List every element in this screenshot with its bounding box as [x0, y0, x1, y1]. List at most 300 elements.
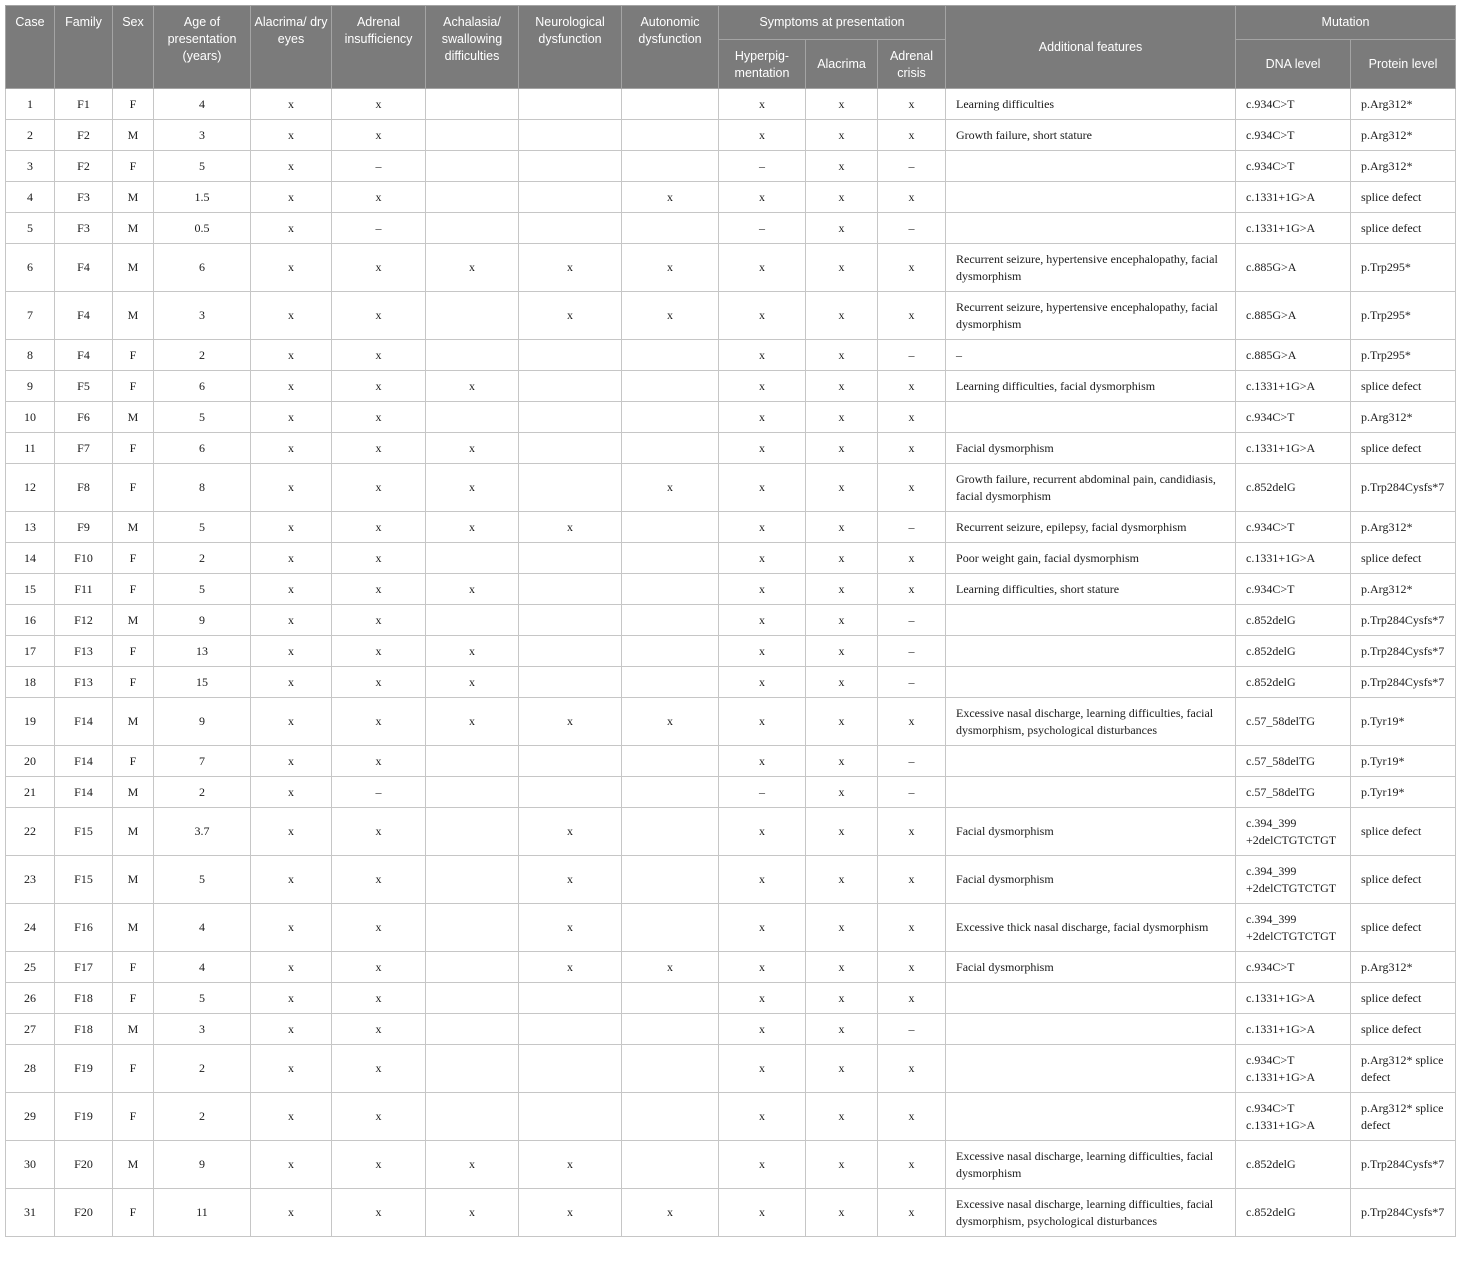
table-row — [6, 402, 1456, 433]
cell-hyperpigmentation: x — [719, 904, 806, 952]
cell-family: F13 — [55, 667, 113, 698]
cell-case: 30 — [6, 1141, 55, 1189]
cell-adrenal-crisis: x — [878, 1189, 946, 1237]
table-row — [6, 1189, 1456, 1237]
cell-achalasia — [426, 808, 519, 856]
cell-sex: F — [113, 746, 154, 777]
cell-hyperpigmentation: x — [719, 667, 806, 698]
cell-additional-features — [946, 983, 1236, 1014]
cell-additional-features: – — [946, 340, 1236, 371]
cell-adrenal-crisis: x — [878, 1045, 946, 1093]
cell-achalasia — [426, 1045, 519, 1093]
cell-achalasia — [426, 340, 519, 371]
cell-protein-level: p.Arg312* — [1351, 120, 1456, 151]
cell-family: F2 — [55, 151, 113, 182]
cell-neurological-dysfunction: x — [519, 856, 622, 904]
cell-autonomic-dysfunction: x — [622, 698, 719, 746]
cell-protein-level: p.Tyr19* — [1351, 698, 1456, 746]
table-row — [6, 433, 1456, 464]
cell-dna-level: c.57_58delTG — [1236, 698, 1351, 746]
cell-alacrima: x — [806, 292, 878, 340]
header-hyperpigmentation: Hyperpig-mentation — [719, 40, 806, 89]
cell-age: 5 — [154, 856, 251, 904]
cell-adrenal-crisis: – — [878, 605, 946, 636]
header-achalasia: Achalasia/ swallowing difficulties — [426, 6, 519, 89]
cell-additional-features — [946, 1014, 1236, 1045]
cell-case: 18 — [6, 667, 55, 698]
cell-additional-features: Learning difficulties, facial dysmorphism — [946, 371, 1236, 402]
cell-sex: M — [113, 605, 154, 636]
cell-sex: M — [113, 292, 154, 340]
cell-alacrima-dry-eyes: x — [251, 244, 332, 292]
cell-neurological-dysfunction — [519, 1045, 622, 1093]
cell-neurological-dysfunction — [519, 1014, 622, 1045]
cell-age: 6 — [154, 371, 251, 402]
cell-protein-level: p.Trp284Cysfs*7 — [1351, 464, 1456, 512]
cell-age: 13 — [154, 636, 251, 667]
cell-adrenal-crisis: x — [878, 433, 946, 464]
cell-achalasia — [426, 213, 519, 244]
table-row — [6, 808, 1456, 856]
cell-age: 5 — [154, 512, 251, 543]
cell-neurological-dysfunction: x — [519, 512, 622, 543]
cell-dna-level: c.394_399 +2delCTGTCTGT — [1236, 856, 1351, 904]
table-row — [6, 512, 1456, 543]
cell-adrenal-crisis: x — [878, 904, 946, 952]
cell-adrenal-crisis: x — [878, 182, 946, 213]
cell-neurological-dysfunction — [519, 983, 622, 1014]
header-case: Case — [6, 6, 55, 89]
cell-neurological-dysfunction: x — [519, 952, 622, 983]
cell-adrenal-insufficiency: x — [332, 667, 426, 698]
cell-sex: F — [113, 636, 154, 667]
cell-alacrima-dry-eyes: x — [251, 464, 332, 512]
cell-additional-features — [946, 636, 1236, 667]
cell-alacrima-dry-eyes: x — [251, 952, 332, 983]
cell-hyperpigmentation: x — [719, 1045, 806, 1093]
cell-neurological-dysfunction — [519, 213, 622, 244]
cell-hyperpigmentation: x — [719, 574, 806, 605]
cell-family: F15 — [55, 808, 113, 856]
header-neurological-dysfunction: Neurological dysfunction — [519, 6, 622, 89]
cell-hyperpigmentation: x — [719, 808, 806, 856]
cell-hyperpigmentation: x — [719, 543, 806, 574]
cell-alacrima-dry-eyes: x — [251, 1189, 332, 1237]
cell-achalasia — [426, 292, 519, 340]
cell-adrenal-insufficiency: x — [332, 983, 426, 1014]
cell-age: 4 — [154, 952, 251, 983]
cell-neurological-dysfunction: x — [519, 808, 622, 856]
cell-dna-level: c.852delG — [1236, 667, 1351, 698]
cell-additional-features: Growth failure, short stature — [946, 120, 1236, 151]
table-row — [6, 574, 1456, 605]
cell-achalasia: x — [426, 1141, 519, 1189]
cell-adrenal-insufficiency: x — [332, 605, 426, 636]
cell-adrenal-crisis: – — [878, 636, 946, 667]
cell-dna-level: c.885G>A — [1236, 340, 1351, 371]
cell-case: 11 — [6, 433, 55, 464]
cell-case: 22 — [6, 808, 55, 856]
table-body — [6, 89, 1456, 1237]
cell-dna-level: c.1331+1G>A — [1236, 543, 1351, 574]
cell-family: F14 — [55, 777, 113, 808]
table-row — [6, 636, 1456, 667]
cell-alacrima: x — [806, 433, 878, 464]
cell-alacrima-dry-eyes: x — [251, 1014, 332, 1045]
cell-dna-level: c.1331+1G>A — [1236, 371, 1351, 402]
header-dna-level: DNA level — [1236, 40, 1351, 89]
cell-additional-features: Excessive nasal discharge, learning difficulties, facial dysmorphism, psychological disturbances — [946, 1189, 1236, 1237]
cell-neurological-dysfunction — [519, 543, 622, 574]
cell-additional-features — [946, 667, 1236, 698]
cell-alacrima-dry-eyes: x — [251, 746, 332, 777]
cell-case: 13 — [6, 512, 55, 543]
cell-additional-features: Facial dysmorphism — [946, 856, 1236, 904]
cell-alacrima-dry-eyes: x — [251, 605, 332, 636]
cell-alacrima-dry-eyes: x — [251, 340, 332, 371]
cell-family: F4 — [55, 244, 113, 292]
cell-sex: F — [113, 983, 154, 1014]
table-row — [6, 543, 1456, 574]
cell-autonomic-dysfunction: x — [622, 464, 719, 512]
cell-sex: F — [113, 151, 154, 182]
cell-alacrima: x — [806, 1045, 878, 1093]
cell-autonomic-dysfunction — [622, 605, 719, 636]
cell-dna-level: c.1331+1G>A — [1236, 182, 1351, 213]
cell-dna-level: c.1331+1G>A — [1236, 213, 1351, 244]
cell-family: F12 — [55, 605, 113, 636]
cell-hyperpigmentation: x — [719, 464, 806, 512]
cell-neurological-dysfunction — [519, 777, 622, 808]
cell-adrenal-insufficiency: x — [332, 1014, 426, 1045]
cell-neurological-dysfunction — [519, 605, 622, 636]
cell-alacrima: x — [806, 698, 878, 746]
cell-protein-level: p.Arg312* splice defect — [1351, 1045, 1456, 1093]
cell-neurological-dysfunction: x — [519, 292, 622, 340]
cell-adrenal-insufficiency: x — [332, 512, 426, 543]
cell-additional-features — [946, 1093, 1236, 1141]
cell-alacrima-dry-eyes: x — [251, 213, 332, 244]
cell-additional-features — [946, 777, 1236, 808]
cell-family: F3 — [55, 182, 113, 213]
cell-adrenal-crisis: x — [878, 1093, 946, 1141]
table-row — [6, 746, 1456, 777]
cell-alacrima-dry-eyes: x — [251, 698, 332, 746]
table-row — [6, 464, 1456, 512]
cell-alacrima: x — [806, 340, 878, 371]
cell-family: F6 — [55, 402, 113, 433]
table-row — [6, 1045, 1456, 1093]
cell-protein-level: p.Arg312* — [1351, 151, 1456, 182]
cell-adrenal-crisis: – — [878, 746, 946, 777]
cell-case: 15 — [6, 574, 55, 605]
cell-age: 1.5 — [154, 182, 251, 213]
cell-age: 0.5 — [154, 213, 251, 244]
cell-achalasia: x — [426, 1189, 519, 1237]
cell-alacrima: x — [806, 667, 878, 698]
cell-dna-level: c.394_399 +2delCTGTCTGT — [1236, 808, 1351, 856]
cell-hyperpigmentation: x — [719, 512, 806, 543]
cell-hyperpigmentation: x — [719, 605, 806, 636]
cell-alacrima: x — [806, 464, 878, 512]
cell-alacrima-dry-eyes: x — [251, 182, 332, 213]
cell-neurological-dysfunction — [519, 402, 622, 433]
header-additional-features: Additional features — [946, 6, 1236, 89]
cell-adrenal-insufficiency: x — [332, 856, 426, 904]
cell-adrenal-insufficiency: x — [332, 371, 426, 402]
cell-achalasia: x — [426, 574, 519, 605]
cell-sex: M — [113, 1141, 154, 1189]
cell-sex: M — [113, 182, 154, 213]
cell-autonomic-dysfunction — [622, 1093, 719, 1141]
cell-case: 25 — [6, 952, 55, 983]
cell-alacrima: x — [806, 89, 878, 120]
cell-autonomic-dysfunction — [622, 433, 719, 464]
cell-adrenal-insufficiency: x — [332, 340, 426, 371]
table-row — [6, 371, 1456, 402]
cell-achalasia — [426, 89, 519, 120]
cell-alacrima-dry-eyes: x — [251, 904, 332, 952]
cell-adrenal-insufficiency: x — [332, 904, 426, 952]
cell-adrenal-crisis: – — [878, 1014, 946, 1045]
cell-additional-features: Recurrent seizure, hypertensive encephalopathy, facial dysmorphism — [946, 244, 1236, 292]
cell-age: 7 — [154, 746, 251, 777]
cell-dna-level: c.934C>T — [1236, 402, 1351, 433]
cell-autonomic-dysfunction — [622, 213, 719, 244]
cell-additional-features: Recurrent seizure, hypertensive encephalopathy, facial dysmorphism — [946, 292, 1236, 340]
cell-case: 17 — [6, 636, 55, 667]
cell-hyperpigmentation: x — [719, 636, 806, 667]
cell-case: 5 — [6, 213, 55, 244]
header-family: Family — [55, 6, 113, 89]
cell-achalasia — [426, 983, 519, 1014]
cell-family: F20 — [55, 1189, 113, 1237]
cell-protein-level: p.Tyr19* — [1351, 746, 1456, 777]
cell-alacrima: x — [806, 952, 878, 983]
cell-alacrima: x — [806, 120, 878, 151]
cell-protein-level: p.Trp284Cysfs*7 — [1351, 1141, 1456, 1189]
cell-alacrima-dry-eyes: x — [251, 1141, 332, 1189]
cell-sex: F — [113, 574, 154, 605]
cell-family: F10 — [55, 543, 113, 574]
cell-adrenal-crisis: x — [878, 1141, 946, 1189]
cell-family: F5 — [55, 371, 113, 402]
cell-alacrima: x — [806, 151, 878, 182]
cell-dna-level: c.1331+1G>A — [1236, 1014, 1351, 1045]
cell-dna-level: c.1331+1G>A — [1236, 433, 1351, 464]
cell-hyperpigmentation: x — [719, 244, 806, 292]
cell-hyperpigmentation: x — [719, 340, 806, 371]
cell-autonomic-dysfunction: x — [622, 952, 719, 983]
cell-alacrima: x — [806, 808, 878, 856]
cell-age: 4 — [154, 89, 251, 120]
cell-family: F4 — [55, 292, 113, 340]
cell-protein-level: p.Trp295* — [1351, 292, 1456, 340]
cell-family: F20 — [55, 1141, 113, 1189]
cell-case: 19 — [6, 698, 55, 746]
cell-hyperpigmentation: x — [719, 856, 806, 904]
cell-neurological-dysfunction: x — [519, 1141, 622, 1189]
cell-family: F15 — [55, 856, 113, 904]
cell-adrenal-insufficiency: x — [332, 636, 426, 667]
cell-alacrima: x — [806, 1141, 878, 1189]
cell-protein-level: p.Tyr19* — [1351, 777, 1456, 808]
cell-age: 3 — [154, 1014, 251, 1045]
table-row — [6, 1093, 1456, 1141]
cell-neurological-dysfunction — [519, 636, 622, 667]
cell-autonomic-dysfunction — [622, 512, 719, 543]
cell-achalasia — [426, 151, 519, 182]
cell-adrenal-crisis: x — [878, 698, 946, 746]
cell-age: 11 — [154, 1189, 251, 1237]
table-row — [6, 120, 1456, 151]
cell-adrenal-insufficiency: x — [332, 808, 426, 856]
cell-alacrima: x — [806, 856, 878, 904]
cell-adrenal-crisis: x — [878, 244, 946, 292]
cell-achalasia — [426, 402, 519, 433]
cell-autonomic-dysfunction — [622, 904, 719, 952]
cell-family: F18 — [55, 1014, 113, 1045]
cell-case: 23 — [6, 856, 55, 904]
table-row — [6, 856, 1456, 904]
cell-adrenal-crisis: x — [878, 292, 946, 340]
cell-neurological-dysfunction: x — [519, 904, 622, 952]
cell-alacrima: x — [806, 1093, 878, 1141]
cell-sex: F — [113, 667, 154, 698]
cell-adrenal-crisis: – — [878, 667, 946, 698]
cell-additional-features: Facial dysmorphism — [946, 433, 1236, 464]
cell-alacrima-dry-eyes: x — [251, 1093, 332, 1141]
cell-dna-level: c.934C>T — [1236, 120, 1351, 151]
cell-additional-features: Poor weight gain, facial dysmorphism — [946, 543, 1236, 574]
cell-protein-level: p.Trp295* — [1351, 244, 1456, 292]
cell-age: 5 — [154, 402, 251, 433]
cell-autonomic-dysfunction — [622, 808, 719, 856]
cell-achalasia: x — [426, 433, 519, 464]
cell-sex: M — [113, 244, 154, 292]
cell-adrenal-insufficiency: x — [332, 182, 426, 213]
cell-protein-level: p.Trp284Cysfs*7 — [1351, 636, 1456, 667]
cell-neurological-dysfunction: x — [519, 1189, 622, 1237]
cell-case: 4 — [6, 182, 55, 213]
cell-age: 2 — [154, 543, 251, 574]
clinical-features-table — [5, 5, 1456, 1237]
cell-adrenal-insufficiency: x — [332, 120, 426, 151]
cell-case: 14 — [6, 543, 55, 574]
cell-additional-features — [946, 151, 1236, 182]
cell-age: 8 — [154, 464, 251, 512]
cell-age: 5 — [154, 574, 251, 605]
cell-adrenal-crisis: x — [878, 574, 946, 605]
cell-alacrima-dry-eyes: x — [251, 151, 332, 182]
cell-case: 9 — [6, 371, 55, 402]
cell-adrenal-crisis: x — [878, 402, 946, 433]
table-row — [6, 244, 1456, 292]
cell-case: 24 — [6, 904, 55, 952]
cell-neurological-dysfunction — [519, 120, 622, 151]
cell-autonomic-dysfunction — [622, 777, 719, 808]
cell-family: F8 — [55, 464, 113, 512]
cell-hyperpigmentation: x — [719, 402, 806, 433]
cell-protein-level: p.Arg312* — [1351, 512, 1456, 543]
cell-family: F19 — [55, 1045, 113, 1093]
cell-neurological-dysfunction — [519, 433, 622, 464]
cell-case: 27 — [6, 1014, 55, 1045]
cell-sex: M — [113, 698, 154, 746]
cell-hyperpigmentation: x — [719, 182, 806, 213]
cell-neurological-dysfunction — [519, 182, 622, 213]
table-row — [6, 89, 1456, 120]
header-alacrima-dry-eyes: Alacrima/ dry eyes — [251, 6, 332, 89]
cell-adrenal-insufficiency: x — [332, 574, 426, 605]
cell-family: F18 — [55, 983, 113, 1014]
cell-age: 5 — [154, 151, 251, 182]
cell-dna-level: c.934C>T — [1236, 574, 1351, 605]
header-row-1 — [6, 6, 1456, 40]
cell-hyperpigmentation: x — [719, 1141, 806, 1189]
cell-autonomic-dysfunction: x — [622, 244, 719, 292]
cell-protein-level: splice defect — [1351, 371, 1456, 402]
table-row — [6, 983, 1456, 1014]
cell-protein-level: splice defect — [1351, 904, 1456, 952]
cell-family: F14 — [55, 746, 113, 777]
cell-hyperpigmentation: x — [719, 433, 806, 464]
cell-protein-level: splice defect — [1351, 856, 1456, 904]
cell-autonomic-dysfunction — [622, 574, 719, 605]
cell-age: 3 — [154, 292, 251, 340]
cell-protein-level: p.Arg312* splice defect — [1351, 1093, 1456, 1141]
cell-autonomic-dysfunction — [622, 89, 719, 120]
cell-adrenal-crisis: – — [878, 512, 946, 543]
cell-autonomic-dysfunction — [622, 856, 719, 904]
cell-neurological-dysfunction — [519, 667, 622, 698]
cell-alacrima-dry-eyes: x — [251, 402, 332, 433]
cell-achalasia — [426, 1014, 519, 1045]
cell-additional-features: Learning difficulties — [946, 89, 1236, 120]
cell-adrenal-crisis: – — [878, 340, 946, 371]
cell-neurological-dysfunction: x — [519, 244, 622, 292]
cell-sex: M — [113, 512, 154, 543]
cell-family: F3 — [55, 213, 113, 244]
cell-protein-level: splice defect — [1351, 983, 1456, 1014]
cell-family: F9 — [55, 512, 113, 543]
cell-age: 2 — [154, 1093, 251, 1141]
cell-sex: M — [113, 120, 154, 151]
cell-adrenal-crisis: x — [878, 464, 946, 512]
header-sex: Sex — [113, 6, 154, 89]
table-row — [6, 340, 1456, 371]
cell-age: 2 — [154, 340, 251, 371]
cell-additional-features — [946, 1045, 1236, 1093]
cell-protein-level: splice defect — [1351, 213, 1456, 244]
cell-dna-level: c.885G>A — [1236, 244, 1351, 292]
cell-achalasia: x — [426, 371, 519, 402]
cell-autonomic-dysfunction — [622, 1045, 719, 1093]
cell-adrenal-crisis: x — [878, 89, 946, 120]
cell-alacrima: x — [806, 244, 878, 292]
cell-case: 1 — [6, 89, 55, 120]
cell-autonomic-dysfunction — [622, 151, 719, 182]
cell-additional-features — [946, 182, 1236, 213]
cell-case: 31 — [6, 1189, 55, 1237]
cell-sex: F — [113, 543, 154, 574]
cell-case: 21 — [6, 777, 55, 808]
table-row — [6, 667, 1456, 698]
cell-sex: F — [113, 340, 154, 371]
cell-dna-level: c.885G>A — [1236, 292, 1351, 340]
table-row — [6, 1014, 1456, 1045]
cell-sex: M — [113, 904, 154, 952]
